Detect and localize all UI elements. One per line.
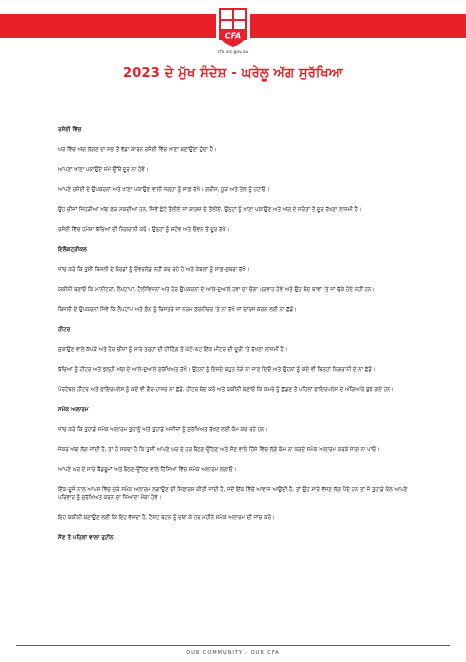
paragraph: ਜਾਂਚ ਕਰੋ ਕਿ ਤੁਸੀਂ ਬਿਜਲੀ ਦੇ ਬੋਰਡਾਂ ਨੂੰ ਓਵਰਲੋਡ ਨਹੀਂ ਕਰ ਰਹੇ ਹੋ ਅਤੇ ਕੇਬਲਾਂ ਨੂੰ ਸਾਫ਼-ਸੁਥਰਾ ਰੱਖੋ। — [58, 267, 250, 273]
paragraph: ਬੱਚਿਆਂ ਨੂੰ ਹੀਟਰ ਅਤੇ ਖੁੱਲ੍ਹੀ ਅੱਗ ਦੇ ਆਲੇ-ਦੁਆਲੇ ਸੁਰੱਖਿਅਤ ਰੱਖੋ। ਉਹਨਾਂ ਨੂੰ ਇਸਦੇ ਬਹੁਤ ਨੇੜੇ ਨਾ ਜਾਣ ਦਿਓ ਅਤੇ ਉਹਨਾਂ ਨੂੰ ਕਦੇ ਵੀ ਬਿਨ੍ਹਾਂ ਨਿਗਰਾਨੀ ਦੇ ਨਾ ਛੱਡੋ। — [58, 367, 376, 373]
section-heading: ਸੌਣ ਤੋਂ ਪਹਿਲਾਂ ਵਾਲਾ ਰੁਟੀਨ — [58, 535, 114, 541]
cfa-shield-icon — [216, 6, 250, 48]
section-heading: ਰਸੋਈ ਵਿੱਚ — [58, 127, 82, 133]
document-body — [58, 126, 410, 554]
footer-tagline: OUR COMMUNITY · OUR CFA — [186, 650, 280, 656]
paragraph: ਜਾਂਚ ਕਰੋ ਕਿ ਤੁਹਾਡੇ ਸਮੋਕ ਅਲਾਰਮ ਤੁਹਾਨੂੰ ਅਤੇ ਤੁਹਾਡੇ ਅਜ਼ੀਜ਼ਾਂ ਨੂੰ ਸੁਰੱਖਿਅਤ ਰੱਖਣ ਲਈ ਕੰਮ ਕਰ ਰਹੇ ਹਨ। — [58, 427, 268, 433]
cfa-logo — [216, 6, 250, 48]
page-title: 2023 ਦੇ ਮੁੱਖ ਸੰਦੇਸ਼ - ਘਰੇਲੂ ਅੱਗ ਸੁਰੱਖਿਆ — [122, 66, 344, 81]
paragraph: ਆਪਣਾ ਖਾਣਾ ਪਕਾਉਂਦੇ ਸਮੇਂ ਉੱਥੋਂ ਦੂਰ ਨਾ ਹੋਵੋ। — [58, 167, 149, 173]
paragraph: ਇੱਕ-ਦੂਜੇ ਨਾਲ ਆਪਸ ਵਿੱਚ ਜੁੜੇ ਸਮੋਕ ਅਲਾਰਮ ਲਗਾਉਣ ਦੀ ਸਿਫ਼ਾਰਸ਼ ਕੀਤੀ ਜਾਂਦੀ ਹੈ, ਜਦੋਂ ਇੱਕ ਵਿੱਚੋਂ ਆਵਾਜ਼ ਆਉਂਦੀ ਹੈ, ਤਾਂ ਉਹ ਸਾਰੇ ਵੱਜਣ ਲੱਗ ਪੈਂਦੇ ਹਨ ਤਾਂ ਜੋ ਤੁਹਾਡੇ ਕੋਲ ਆਪਣੇ ਪਰਿਵਾਰ ਨੂੰ ਸੁਰੱਖਿਅਤ ਕਰਨ ਦਾ ਜ਼ਿਆਦਾ ਮੌਕਾ ਹੋਵੇ। — [58, 487, 408, 501]
paragraph: ਸੁਕਾਉਣ ਵਾਲੇ ਕੱਪੜੇ ਅਤੇ ਹੋਰ ਚੀਜ਼ਾਂ ਨੂੰ ਸਾਰੇ ਤਰ੍ਹਾਂ ਦੀ ਹੀਟਿੰਗ ਤੋਂ ਘੱਟੋ-ਘੱਟ ਇੱਕ ਮੀਟਰ ਦੀ ਦੂਰੀ 'ਤੇ ਰੱਖਣਾ ਲਾਜ਼ਮੀ ਹੈ। — [58, 347, 288, 353]
section-heading: ਸਮੋਕ ਅਲਾਰਮ — [58, 407, 89, 413]
paragraph: ਬਿਜਲੀ ਦੇ ਉਪਕਰਨਾਂ ਜਿਵੇਂ ਕਿ ਲੈਪਟਾਪ ਅਤੇ ਫ਼ੋਨ ਨੂੰ ਬਿਸਤਰੇ ਜਾਂ ਨਰਮ ਫ਼ਰਨੀਚਰ 'ਤੇ ਨਾ ਰੱਖੋ ਜਾਂ ਚਾਰਜ ਕਰਨ ਲਈ ਨਾ ਛੱਡੋ। — [58, 307, 297, 313]
paragraph: ਘਰ ਵਿੱਚ ਅੱਗ ਲੱਗਣ ਦਾ ਸਭ ਤੋਂ ਵੱਡਾ ਕਾਰਨ ਰਸੋਈ ਵਿੱਚ ਖਾਣਾ ਬਣਾਉਣਾ ਹੁੰਦਾ ਹੈ। — [58, 147, 217, 153]
paragraph: ਜੇਕਰ ਅੱਗ ਲੱਗ ਜਾਂਦੀ ਹੈ, ਤਾਂ ਹੋ ਸਕਦਾ ਹੈ ਕਿ ਤੁਸੀਂ ਆਪਣੇ ਘਰ ਦੇ ਹਰ ਬੈਠਣ-ਉੱਠਣ ਅਤੇ ਸੌਣ ਵਾਲੇ ਹਿੱਸੇ ਵਿੱਚ ਲੱਗੇ ਕੰਮ ਨਾ ਕਰਦੇ ਸਮੋਕ ਅਲਾਰਮ ਕਰਕੇ ਜਾਗ ਨਾ ਪਾਓ। — [58, 447, 380, 453]
logo-url: cfa.vic.gov.au — [217, 50, 249, 55]
paragraph: ਇਹ ਯਕੀਨੀ ਬਣਾਉਣ ਲਈ ਕਿ ਇਹ ਵੱਜਦਾ ਹੈ, ਟੈਸਟ ਬਟਨ ਨੂੰ ਦਬਾ ਕੇ ਹਰ ਮਹੀਨੇ ਸਮੋਕ ਅਲਾਰਮ ਦੀ ਜਾਂਚ ਕਰੋ। — [58, 515, 275, 521]
section-heading: ਇਲੈਕਟ੍ਰੀਕਲ — [58, 247, 87, 253]
paragraph: ਰਸੋਈ ਵਿੱਚ ਹਮੇਸ਼ਾ ਬੱਚਿਆਂ ਦੀ ਨਿਗਰਾਨੀ ਕਰੋ। ਉਨ੍ਹਾਂ ਨੂੰ ਸਟੋਵ ਅਤੇ ਓਵਨ ਤੋਂ ਦੂਰ ਰੱਖੋ। — [58, 227, 230, 233]
paragraph: ਪੋਰਟੇਬਲ ਹੀਟਰ ਅਤੇ ਫਾਇਰਪਲੇਸ ਨੂੰ ਕਦੇ ਵੀ ਗੈਰ-ਹਾਜ਼ਰ ਨਾ ਛੱਡੋ, ਹੀਟਰ ਬੰਦ ਕਰੋ ਅਤੇ ਯਕੀਨੀ ਬਣਾਓ ਕਿ ਕਮਰੇ ਨੂੰ ਛੱਡਣ ਤੋਂ ਪਹਿਲਾਂ ਫਾਇਰਪਲੇਸ ਦੇ ਅੰਗਿਆਰੇ ਬੁਝ ਗਏ ਹਨ। — [58, 387, 394, 393]
paragraph: ਉਹ ਚੀਜ਼ਾਂ ਜਿਹੜੀਆਂ ਅੱਗ ਫੜ ਸਕਦੀਆਂ ਹਨ, ਜਿਵੇਂ ਛੋਟੇ ਤੌਲੀਏ ਜਾਂ ਕਾਗਜ਼ ਦੇ ਤੌਲੀਏ, ਉਨ੍ਹਾਂ ਨੂੰ ਖਾਣਾ ਪਕਾਉਣ ਅਤੇ ਅੱਗ ਦੇ ਸਰੋਤਾਂ ਤੋਂ ਦੂਰ ਰੱਖਣਾ ਲਾਜ਼ਮੀ ਹੈ। — [58, 207, 362, 213]
footer-divider — [16, 645, 450, 646]
logo-text: CFA — [224, 31, 242, 41]
paragraph: ਯਕੀਨੀ ਬਣਾਓ ਕਿ ਮਾਨੀਟਰਾਂ, ਲੈਪਟਾਪਾਂ, ਟੈਲੀਵਿਜ਼ਨਾਂ ਅਤੇ ਹੋਰ ਉਪਕਰਨਾਂ ਦੇ ਆਲੇ-ਦੁਆਲੇ ਹਵਾ ਦਾ ਚੰਗਾ ਪ੍ਰਵਾਹ ਹੋਵੇ ਅਤੇ ਉਹ ਬੰਦ ਥਾਵਾਂ 'ਤੇ ਜਾਂ ਢੱਕੇ ਹੋਏ ਨਹੀਂ ਹਨ। — [58, 287, 375, 293]
paragraph: ਆਪਣੇ ਘਰ ਦੇ ਸਾਰੇ ਬੈੱਡਰੂਮਾਂ ਅਤੇ ਬੈਠਣ-ਉੱਠਣ ਵਾਲੇ ਹਿੱਸਿਆਂ ਵਿੱਚ ਸਮੋਕ ਅਲਾਰਮ ਲਗਾਓ। — [58, 467, 237, 473]
section-heading: ਹੀਟਰ — [58, 327, 71, 333]
paragraph: ਆਪਣੇ ਰਸੋਈ ਦੇ ਉਪਕਰਨਾਂ ਅਤੇ ਖਾਣਾ ਪਕਾਉਣ ਵਾਲੀ ਜਗ੍ਹਾ ਨੂੰ ਸਾਫ਼ ਰੱਖੋ। ਗਰੀਸ, ਧੂੜ ਅਤੇ ਤੇਲ ਨੂੰ ਹਟਾਓ। — [58, 187, 270, 193]
